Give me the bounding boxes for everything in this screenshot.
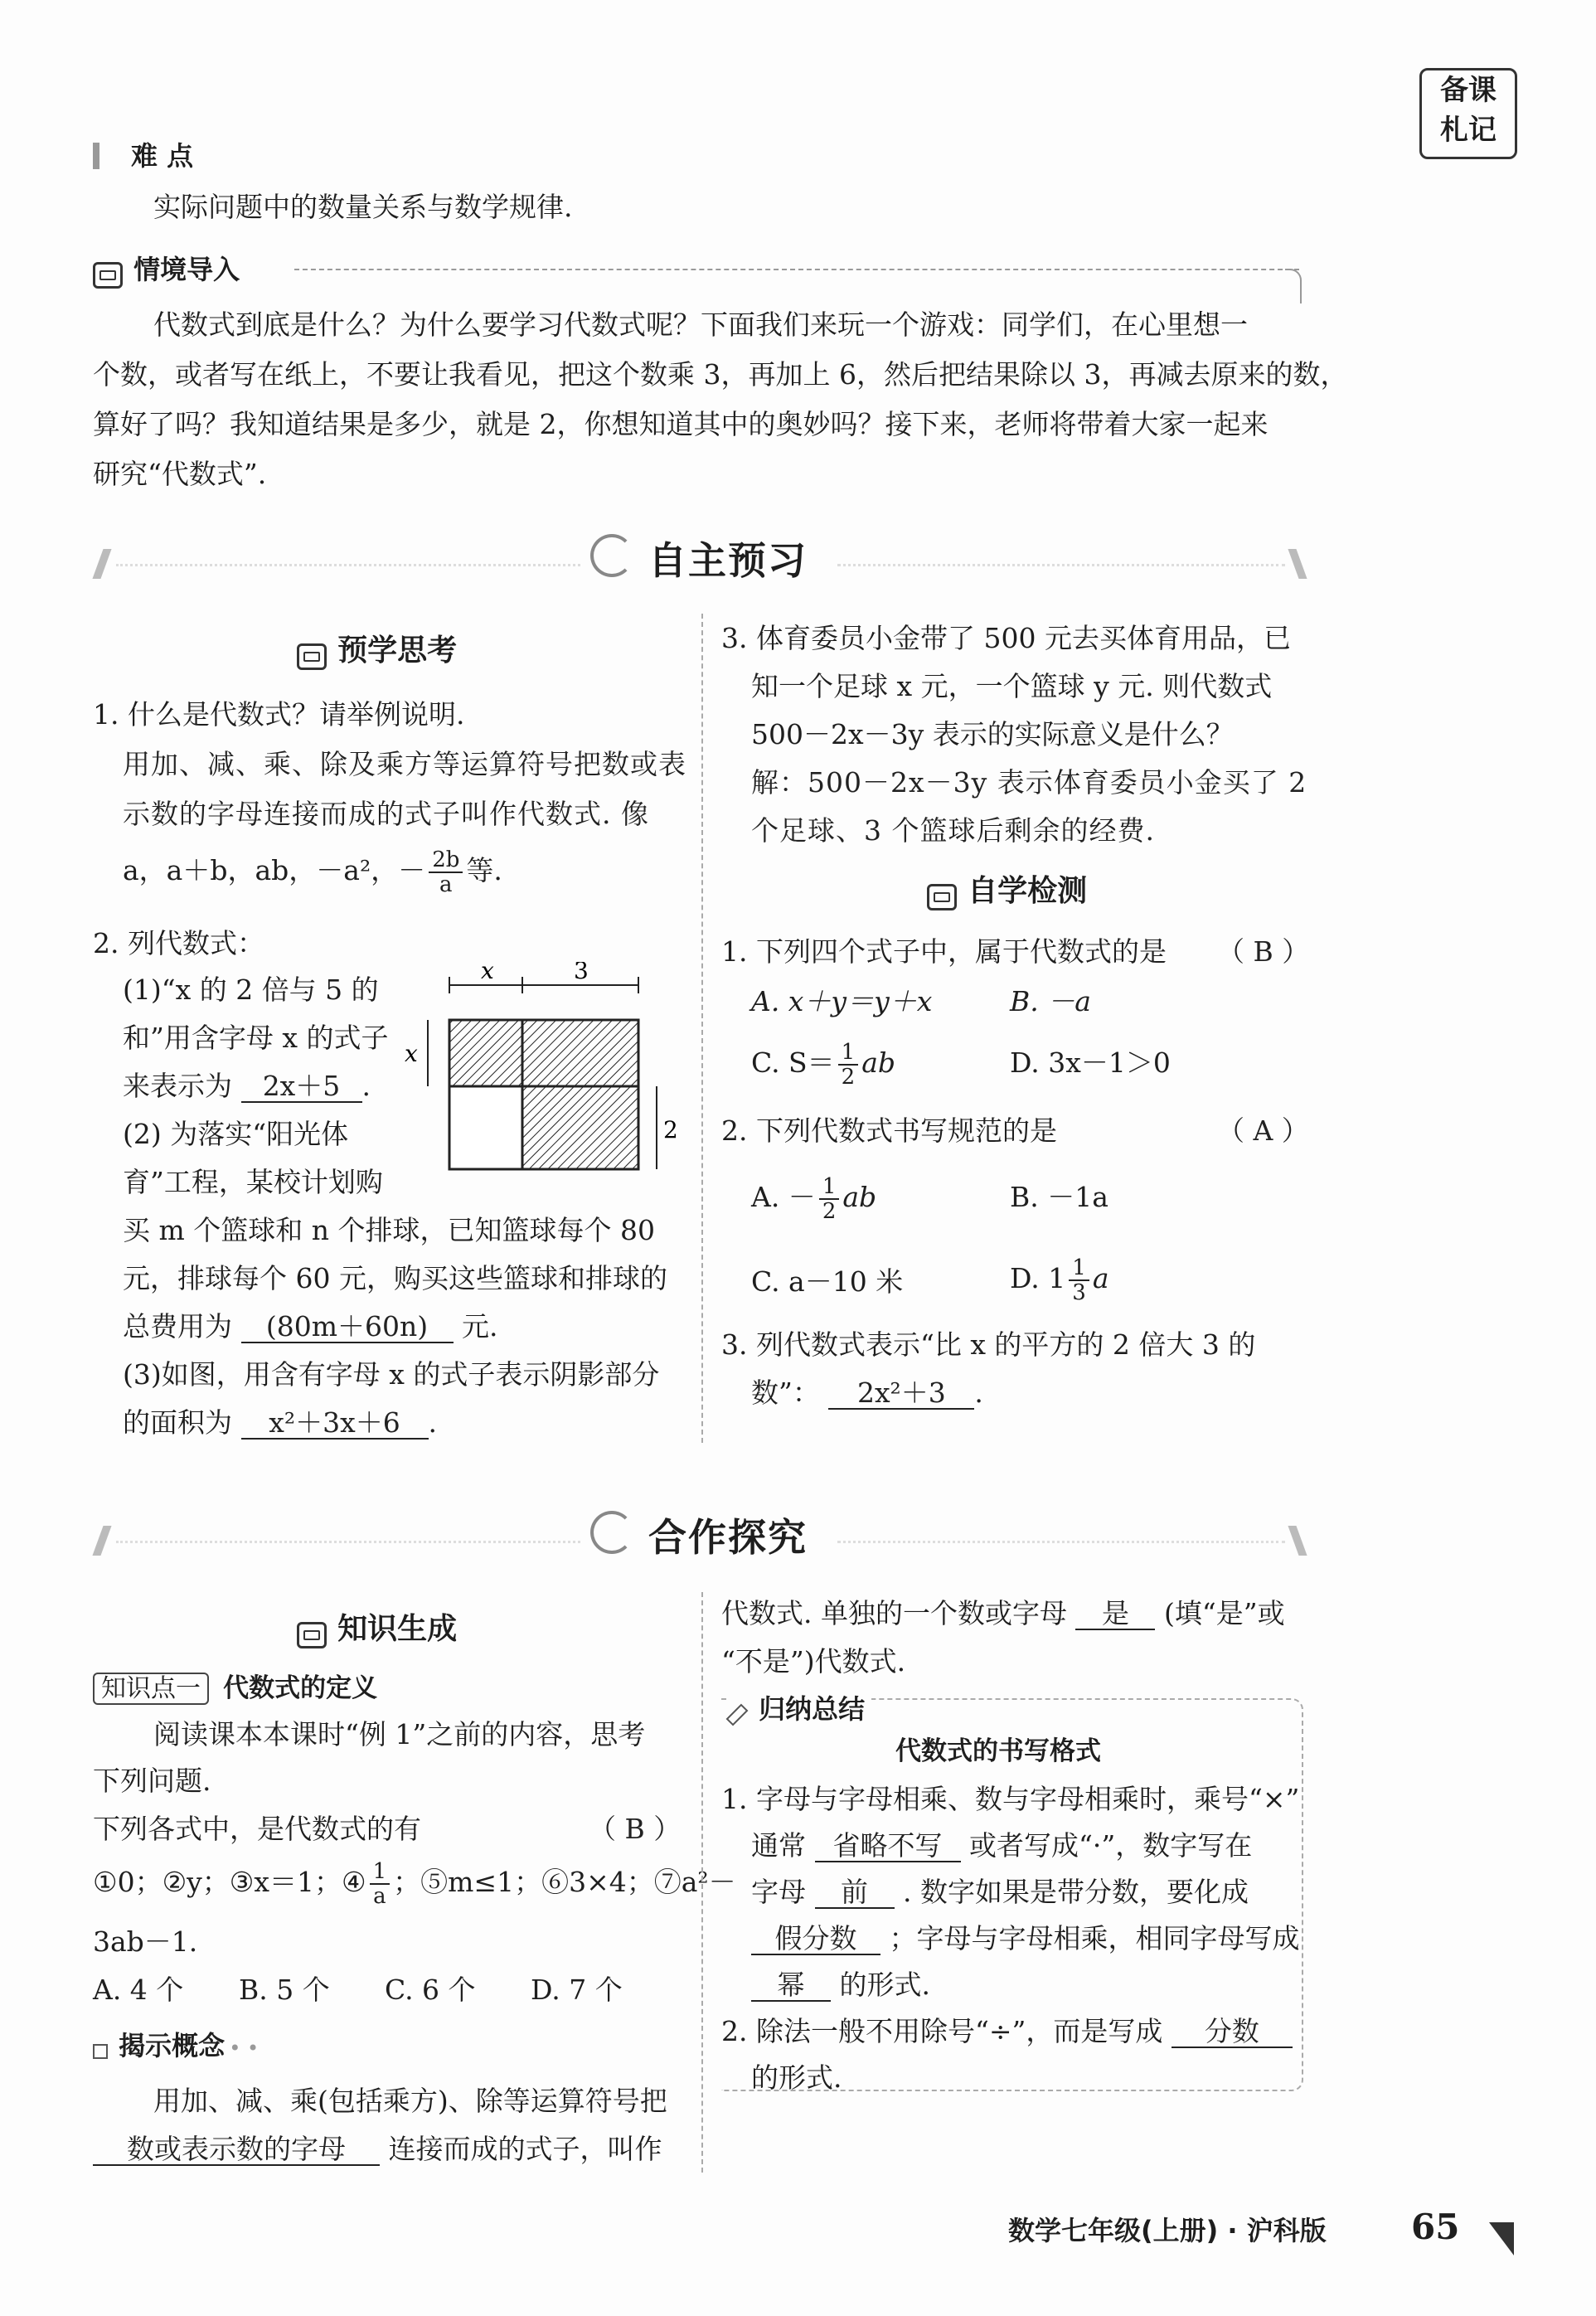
shaded-right-region (522, 1086, 638, 1169)
c1: 1. 下列四个式子中，属于代数式的是 (721, 935, 1167, 968)
section-right-mark (1288, 549, 1307, 579)
column-divider-2 (701, 1592, 703, 2173)
summary-s3a: 字母 (751, 1876, 806, 1908)
summary-s2b: 或者写成“·”，数字写在 (969, 1829, 1253, 1862)
area-figure (398, 962, 688, 1202)
column-divider-1 (701, 614, 703, 1443)
intro-label: 情境导入 (133, 254, 240, 285)
c1-answer: （ B ） (1217, 935, 1310, 968)
c2-A-frac (819, 1175, 840, 1223)
summary-header (726, 1688, 871, 1726)
c2-D-end: a (1092, 1262, 1109, 1294)
c2-D-num: 1 (1069, 1256, 1089, 1281)
concept-label: 揭示概念 (119, 2030, 226, 2061)
shaded-top-region (449, 1020, 638, 1086)
concept-2: 连接而成的式子，叫作 (388, 2133, 662, 2165)
difficulty-bar-icon (93, 143, 99, 169)
q2-2a: (2) 为落实“阳光体 (123, 1118, 349, 1150)
q2-2d: 元，排球每个 60 元，购买这些篮球和排球的 (123, 1262, 667, 1294)
preview-section-icon (590, 534, 633, 577)
summary-s1: 1. 字母与字母相乘、数与字母相乘时，乘号“×” (721, 1783, 1300, 1815)
knowledge-tag-title: 代数式的定义 (223, 1673, 378, 1703)
intro-line-2: 个数，或者写在纸上，不要让我看见，把这个数乘 3，再加上 6，然后把结果除以 3，再减去原来的数， (93, 358, 1348, 391)
summary-s3 (751, 1867, 1249, 1917)
c2-D-frac (1069, 1256, 1089, 1304)
q2-3b-row (123, 1398, 437, 1448)
c1-C-end: ab (861, 1046, 896, 1079)
concept-icon (93, 2044, 108, 2059)
summary-label: 归纳总结 (759, 1693, 866, 1725)
coop-p4 (93, 1857, 736, 1908)
intro-corner (1285, 269, 1302, 303)
q3b: 知一个足球 x 元，一个篮球 y 元. 则代数式 (751, 670, 1273, 702)
q3a: 3. 体育委员小金带了 500 元去买体育用品，已 (721, 622, 1291, 654)
c2-D-den: 3 (1072, 1280, 1086, 1305)
knowledge-point-row (93, 1667, 377, 1706)
c3-period: . (974, 1376, 983, 1409)
c2-D (1010, 1254, 1109, 1304)
q1: 1. 什么是代数式？请举例说明. (93, 698, 465, 731)
q1-answer-3 (123, 846, 502, 896)
concept-dots: • • (229, 2037, 260, 2060)
check-icon (927, 884, 957, 910)
option-D: D. 7 个 (531, 1974, 623, 2006)
check-title: 自学检测 (968, 874, 1088, 908)
section2-right-mark (1288, 1526, 1307, 1556)
coop-p5: 3ab－1. (93, 1925, 198, 1958)
option-C: C. 6 个 (385, 1974, 476, 2006)
coop-p4-den: a (373, 1884, 386, 1909)
q2-1c: 来表示为 (123, 1070, 232, 1102)
summary-s2-answer: 省略不写 (815, 1831, 961, 1862)
coop-p3: 下列各式中，是代数式的有 (93, 1813, 421, 1845)
think-title: 预学思考 (337, 634, 458, 668)
summary-s5b: 的形式. (839, 1969, 930, 2001)
know-title: 知识生成 (337, 1612, 458, 1646)
summary-s5 (751, 1960, 930, 2010)
coop-r1 (721, 1589, 1285, 1639)
concept-header (93, 2025, 259, 2063)
summary-title: 代数式的书写格式 (895, 1736, 1101, 1766)
intro-line-1: 代数式到底是什么？为什么要学习代数式呢？下面我们来玩一个游戏：同学们，在心里想一 (153, 308, 1248, 341)
intro-header (93, 249, 240, 289)
fig-left-x: x (405, 1040, 418, 1067)
think-icon (297, 643, 327, 670)
summary-s3b: . 数字如果是带分数，要化成 (903, 1876, 1249, 1908)
think-header (297, 627, 457, 670)
coop-p3-answer: （ B ） (589, 1813, 682, 1845)
summary-s6a: 2. 除法一般不用除号“÷”，而是写成 (721, 2015, 1163, 2047)
c2-B: B. －1a (1010, 1181, 1108, 1213)
notes-stamp-line2: 札记 (1440, 114, 1497, 147)
q1-examples-end: 等. (466, 854, 502, 886)
q2-2f: 元. (462, 1310, 498, 1343)
q2-1b: 和”用含字母 x 的式子 (123, 1022, 389, 1054)
difficulty-label: 难 点 (131, 140, 194, 172)
concept-2-row (93, 2124, 662, 2174)
q1-examples: a，a＋b，ab，－a²，－ (123, 854, 426, 886)
c1-C-den: 2 (841, 1065, 856, 1090)
coop-r1a: 代数式. 单独的一个数或字母 (721, 1597, 1067, 1629)
coop-p1: 阅读课本本课时“例 1”之前的内容，思考 (153, 1718, 646, 1750)
c1-C-label: C. S＝ (751, 1046, 835, 1079)
difficulty-text: 实际问题中的数量关系与数学规律. (153, 191, 573, 223)
section-left-mark (92, 549, 111, 579)
q2-2b: 育”工程，某校计划购 (123, 1166, 383, 1198)
option-B: B. 5 个 (239, 1974, 330, 2006)
q1-frac-den: a (439, 872, 453, 897)
c2-A-den: 2 (822, 1199, 837, 1224)
intro-line-4: 研究“代数式”. (93, 458, 267, 490)
q2-3b: 的面积为 (123, 1406, 232, 1439)
c2-answer: （ A ） (1217, 1114, 1309, 1147)
q2-1c-row (123, 1061, 371, 1111)
c1-D: D. 3x－1＞0 (1010, 1046, 1171, 1079)
coop-p4b: ；⑤m≤1；⑥3×4；⑦a²－ (393, 1866, 736, 1898)
q1-answer-1: 用加、减、乘、除及乘方等运算符号把数或表 (123, 748, 686, 780)
c2-A (751, 1173, 876, 1223)
summary-s2 (751, 1821, 1252, 1871)
check-header (927, 867, 1087, 910)
q2-2c: 买 m 个篮球和 n 个排球，已知篮球每个 80 (123, 1214, 655, 1246)
preview-section-title: 自主预习 (648, 538, 808, 583)
section-rule-left (116, 564, 580, 566)
q2-2-answer: (80m＋60n) (241, 1312, 454, 1343)
c3a: 3. 列代数式表示“比 x 的平方的 2 倍大 3 的 (721, 1328, 1256, 1361)
c3-answer: 2x²＋3 (828, 1378, 974, 1410)
c1-A: A. x＋y＝y＋x (751, 985, 933, 1017)
summary-s4-answer: 假分数 (751, 1924, 880, 1955)
summary-s3-answer: 前 (815, 1877, 895, 1909)
summary-s7: 的形式. (751, 2061, 842, 2094)
c2-A-label: A. － (751, 1181, 816, 1213)
q3c: 500－2x－3y 表示的实际意义是什么？ (751, 718, 1234, 750)
page-number: 65 (1411, 2207, 1460, 2247)
q2-1-answer: 2x＋5 (241, 1071, 362, 1103)
c3b: 数”： (751, 1376, 820, 1409)
summary-s4 (751, 1914, 1300, 1964)
section2-rule-right (837, 1541, 1285, 1543)
c2-A-end: ab (842, 1181, 877, 1213)
footer-book-title: 数学七年级(上册) · 沪科版 (1008, 2215, 1327, 2246)
option-A: A. 4 个 (93, 1974, 184, 2006)
c2-A-num: 1 (819, 1175, 840, 1200)
know-header (297, 1605, 457, 1648)
c1-C (751, 1038, 895, 1089)
section2-rule-left (116, 1541, 580, 1543)
scenario-icon (93, 262, 123, 289)
coop-r1b: (填“是”或 (1163, 1597, 1285, 1629)
fig-right-2: 2 (663, 1116, 678, 1143)
concept-1: 用加、减、乘(包括乘方)、除等运算符号把 (153, 2085, 667, 2117)
pencil-icon (726, 1703, 749, 1726)
coop-p4-num: 1 (370, 1860, 391, 1885)
notes-stamp-line1: 备课 (1440, 74, 1497, 107)
c2: 2. 下列代数式书写规范的是 (721, 1114, 1057, 1147)
section2-left-mark (92, 1526, 111, 1556)
intro-divider (294, 269, 1299, 270)
c3b-row (751, 1368, 983, 1418)
c1-C-num: 1 (838, 1041, 859, 1066)
intro-line-3: 算好了吗？我知道结果是多少，就是 2，你想知道其中的奥妙吗？接下来，老师将带着大家一起来 (93, 408, 1269, 440)
q2-3-period: . (428, 1406, 437, 1439)
q2-3-answer: x²＋3x＋6 (241, 1408, 429, 1440)
unshaded-region (449, 1086, 522, 1169)
coop-r2: “不是”)代数式. (721, 1645, 906, 1678)
summary-s2a: 通常 (751, 1829, 806, 1862)
q1-answer-2: 示数的字母连接而成的式子叫作代数式. 像 (123, 798, 649, 830)
c2-C: C. a－10 米 (751, 1265, 904, 1298)
q3-answer-1: 解：500－2x－3y 表示体育委员小金买了 2 (751, 766, 1307, 799)
concept-answer: 数或表示数的字母 (93, 2134, 380, 2166)
coop-section-title: 合作探究 (648, 1515, 808, 1560)
fig-top-3: 3 (574, 962, 589, 984)
q2-1a: (1)“x 的 2 倍与 5 的 (123, 973, 379, 1006)
coop-section-icon (590, 1511, 633, 1554)
q2-3a: (3)如图，用含有字母 x 的式子表示阴影部分 (123, 1358, 660, 1391)
q3-answer-2: 个足球、3 个篮球后剩余的经费. (751, 814, 1155, 847)
know-icon (297, 1622, 327, 1648)
coop-r1-answer: 是 (1075, 1599, 1155, 1630)
knowledge-tag: 知识点一 (93, 1673, 209, 1705)
section-rule-right (837, 564, 1285, 566)
q2: 2. 列代数式： (93, 927, 264, 959)
q2-2e: 总费用为 (123, 1310, 232, 1343)
q2-1-period: . (361, 1070, 371, 1102)
q1-fraction (429, 848, 463, 896)
page-corner-arrow-icon (1489, 2222, 1514, 2255)
coop-p4a: ①0；②y；③x＝1；④ (93, 1866, 366, 1898)
summary-s6 (721, 2007, 1293, 2056)
q2-2e-row (123, 1302, 498, 1352)
c1-C-frac (838, 1041, 859, 1089)
c1-B: B. －a (1010, 985, 1091, 1017)
c2-D-label: D. 1 (1010, 1262, 1066, 1294)
fig-top-x: x (481, 962, 494, 984)
coop-p4-frac (370, 1860, 391, 1908)
summary-s6-answer: 分数 (1172, 2017, 1293, 2048)
summary-s5-answer: 幂 (751, 1970, 831, 2002)
summary-s4b: ；字母与字母相乘，相同字母写成 (889, 1922, 1300, 1954)
notes-stamp (1419, 68, 1517, 159)
coop-p2: 下列问题. (93, 1765, 211, 1797)
q1-frac-num: 2b (429, 848, 463, 873)
